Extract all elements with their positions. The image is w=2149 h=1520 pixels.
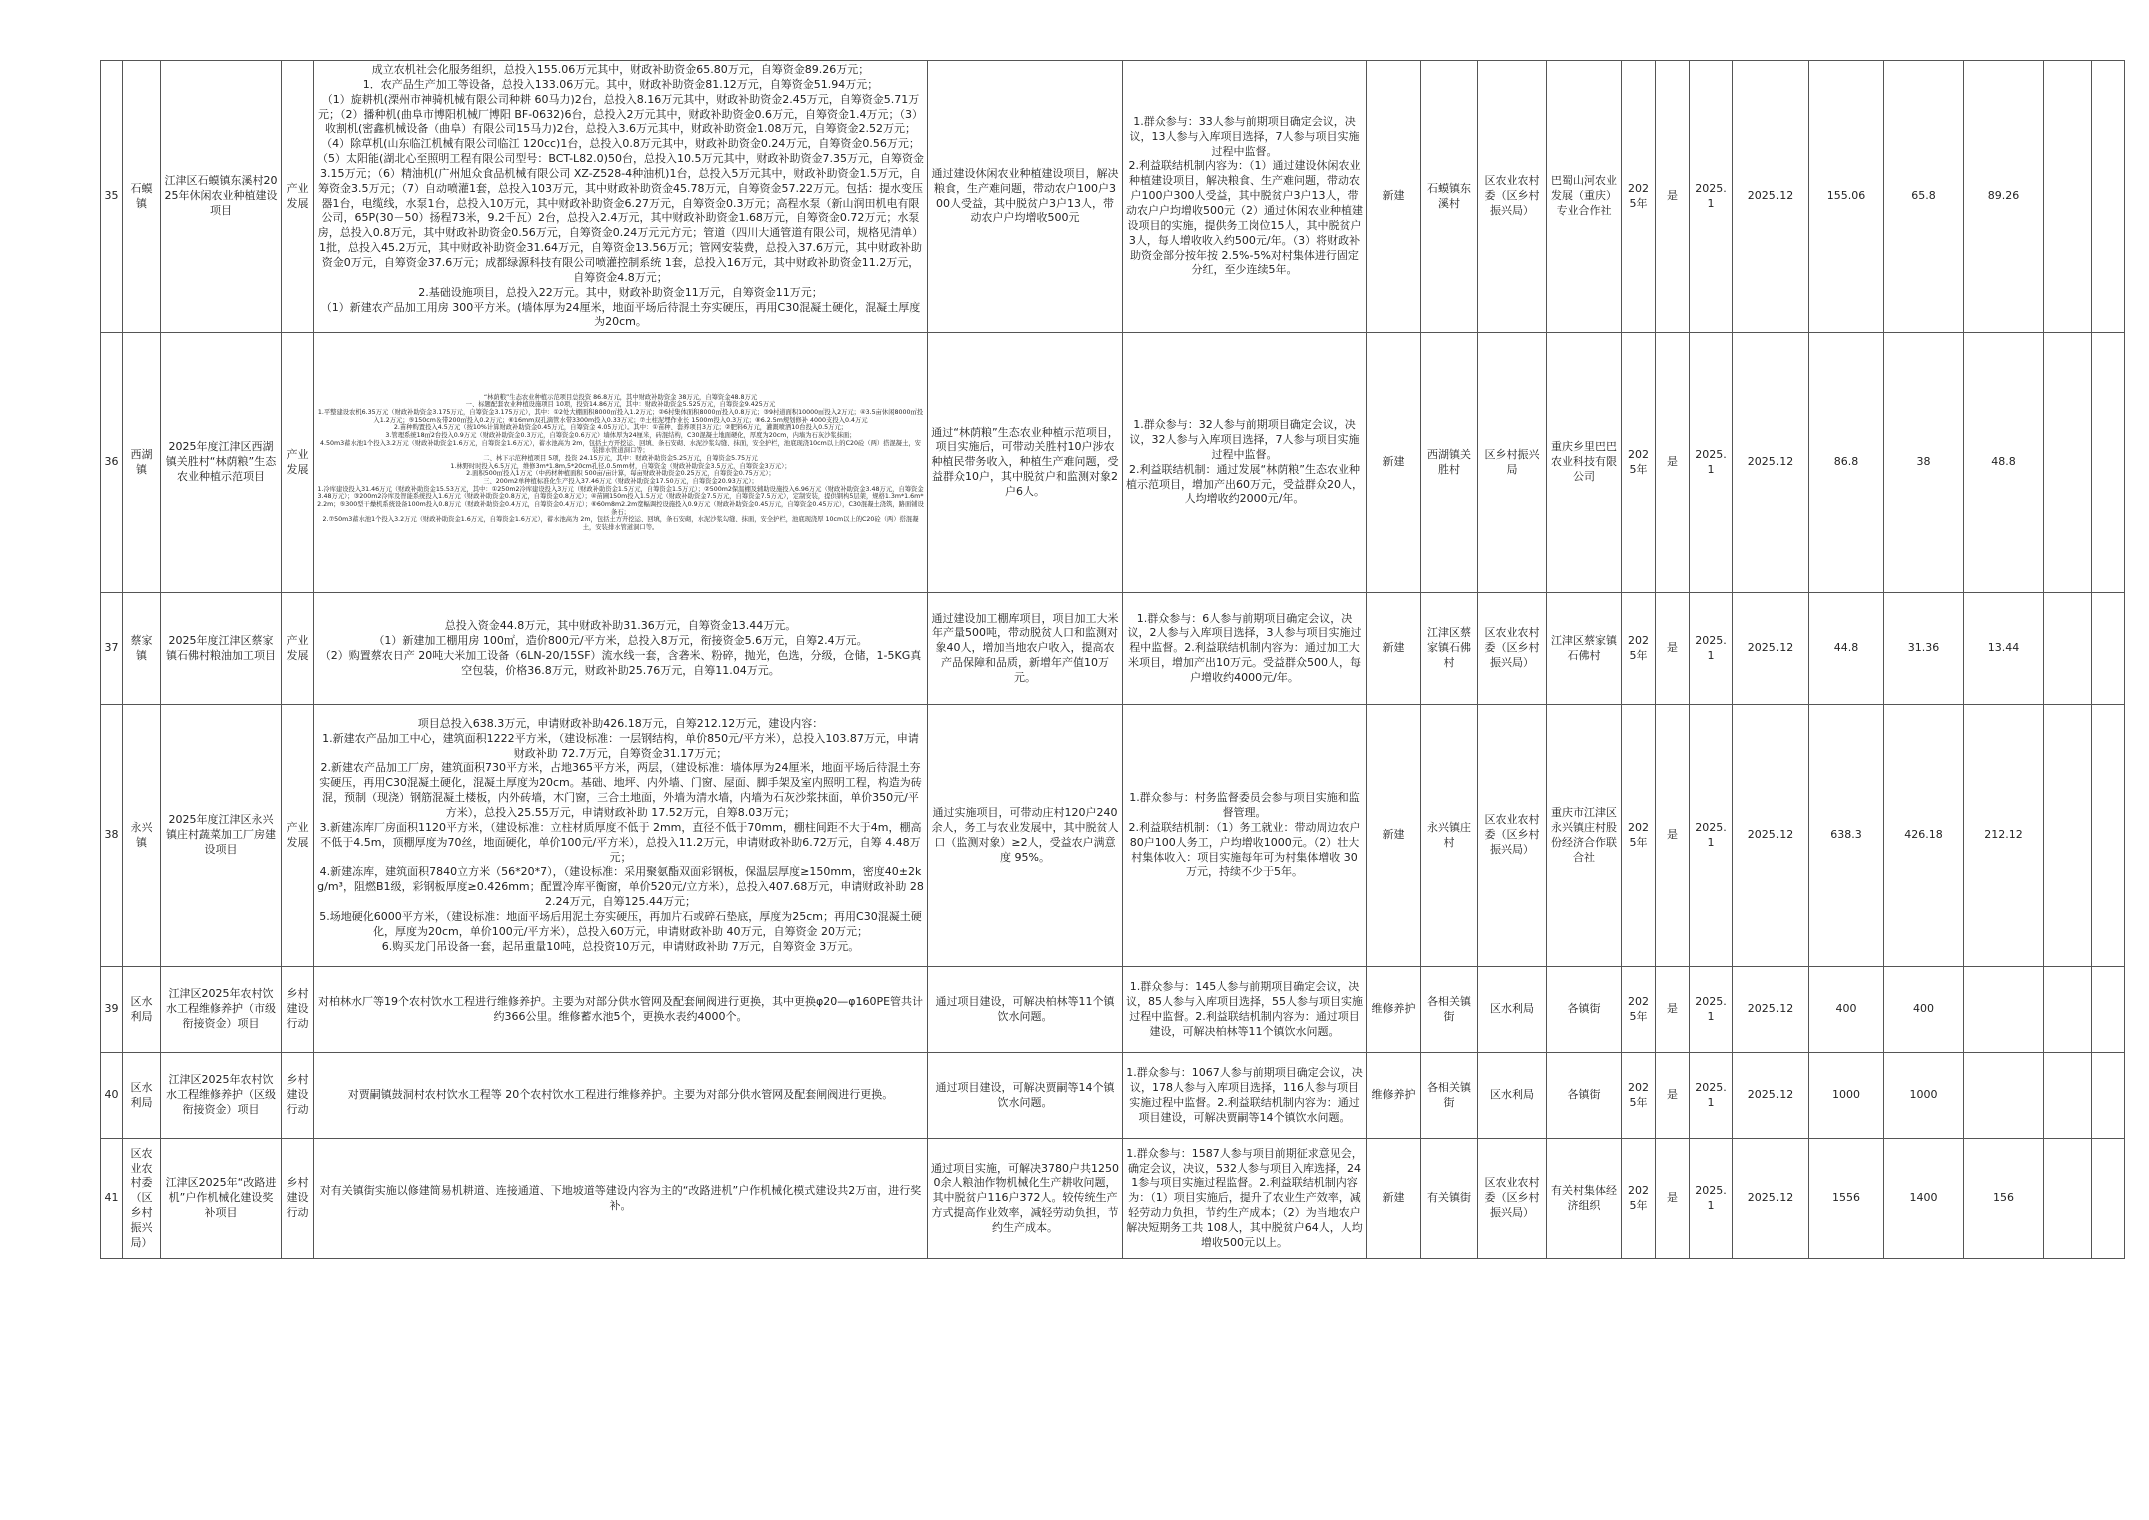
construction-content-cell: “林荫粮”生态农业种植示范项目总投资 86.8万元，其中财政补助资金 38万元，自筹资金48.8万元 一、标题配套农业种植设施项目 10项，投资14.86万元，其中：财政补助资金5.525万元，自筹资金9.425万元 1.平整建设农机6.35万元（财政补助资金3.175万元，自筹资金3.175万元），其中：①2处大棚面积8000㎡投入1.2万元；②6村集体面积8000㎡投入0.8万元；③9村道面积10000㎡投入2万元；④3.5亩休闲8000㎡投入1.2万元；⑤150cm＆带200㎡投入0.2万元；⑥16mm双孔滴管水带3300m投入0.33万元；⑦土柱泥埋作业长 1500m投入0.3万元；⑧6.2.5m规划修补 4000支投入0.4万元 2.苗种购置投入4.5万元（按10%计算财政补助资金0.45万元，自筹资金 4.05万元）。其中：①苗种、套养项目3万元；②肥料6万元，灌溉喷洒10台投入0.5万元； 3.管理系统18㎡2台投入0.9万元（财政补助资金0.3万元，自筹资金0.6万元）墙体厚为24厘米，砖混结构，C30混凝土地面硬化，厚度为20cm，内墙为石灰沙浆抹面； 4.50m3蓄水池1个投入3.2万元（财政补助资金1.6万元，自筹资金1.6万元），蓄水池高为 2m，包括土方开挖运、回填、条石安砌、水泥沙浆勾缝、抹面，安全护栏，池底现浇10cm以上的C20砼（两）搭混凝土，安装排水管道洞口等； 二、林下示范种植项目 5项，投资 24.15万元，其中：财政补助资金5.25万元，自筹资金5.75万元 1.林野时时投入6.5万元，维修3m*1.8m,5*20cm孔径,0.5mm材，自筹资金（财政补助资金3.5万元，自筹资金3万元）； 2.面积500㎡投入1万元（中药材种植面积 500亩/亩计算，每亩财政补助资金0.25万元，自筹资金0.75万元）； 三、200m2单种植标准化生产投入37.46万元（财政补助资金17.50万元，自筹资金20.93万元）； 1.冷库建设投入31.46万元（财政补助资金15.53万元，其中：①250m2冷库建设投入3万元（财政补助资金1.5万元，自筹资金1.5万元）；②500m2保温棚及辅助设施投入6.96万元（财政补助资金3.48万元，自筹资金3.48万元）；③200m2冷库及智能系统投入1.6万元（财政补助资金0.8万元，自筹资金0.8万元）；④苗圃150m投入1.5万元（财政补助资金7.5万元，自筹资金7.5万元），定制安装，提供钢构5层架，规格1.3m*1.6m*2.2m；⑤300型干燥机系统设备100m投入0.8万元（财政补助资金0.4万元，自筹资金0.4万元）；⑥60m8m2.2m宽幅调控设施投入0.9万元（财政补助资金0.45万元，自筹资金0.45万元），C30混凝土浇筑，路面铺设条石； 2.⑦50m3蓄水池1个投入3.2万元（财政补助资金1.6万元，自筹资金1.6万元），蓄水池高为 2m，包括土方开挖运、回填，条石安砌，水泥沙浆勾缝、抹面，安全护栏，池底现浇厚 10cm以上的C20砼（两）搭混凝土，安装排水管道洞口等。 bbox=[314, 333, 928, 593]
category-cell: 产业发展 bbox=[282, 705, 314, 967]
implementing-unit-cell: 重庆乡里巴巴农业科技有限公司 bbox=[1547, 333, 1622, 593]
year-cell: 2025年 bbox=[1622, 1139, 1656, 1259]
project-name-cell: 2025年度江津区永兴镇庄村蔬菜加工厂房建设项目 bbox=[161, 705, 282, 967]
in-library-cell: 是 bbox=[1656, 1053, 1690, 1139]
start-time-cell: 2025.1 bbox=[1690, 1139, 1733, 1259]
department-cell: 蔡家镇 bbox=[123, 593, 161, 705]
year-cell: 2025年 bbox=[1622, 593, 1656, 705]
table-row bbox=[101, 1053, 2125, 1139]
department-cell: 石蟆镇 bbox=[123, 61, 161, 333]
construction-content-cell: 对贾嗣镇鼓洞村农村饮水工程等 20个农村饮水工程进行维修养护。主要为对部分供水管网及配套闸阀进行更换。 bbox=[314, 1053, 928, 1139]
category-cell: 乡村建设行动 bbox=[282, 1139, 314, 1259]
empty-cell bbox=[2044, 333, 2092, 593]
construction-content-cell: 对有关镇街实施以修建简易机耕道、连接通道、下地坡道等建设内容为主的“改路进机”户作机械化模式建设共2万亩，进行奖补。 bbox=[314, 1139, 928, 1259]
location-cell: 江津区蔡家镇石佛村 bbox=[1421, 593, 1478, 705]
fiscal-funds-cell: 65.8 bbox=[1884, 61, 1964, 333]
location-cell: 西湖镇关胜村 bbox=[1421, 333, 1478, 593]
benefit-cell: 通过建设加工棚库项目，项目加工大米年产量500吨，带动脱贫人口和监测对象40人，增加当地农户收入，提高农产品保障和品质，新增年产值10万元。 bbox=[928, 593, 1123, 705]
implementing-unit-cell: 各镇街 bbox=[1547, 967, 1622, 1053]
location-cell: 各相关镇街 bbox=[1421, 967, 1478, 1053]
end-time-cell: 2025.12 bbox=[1733, 593, 1809, 705]
year-cell: 2025年 bbox=[1622, 967, 1656, 1053]
empty-cell bbox=[2092, 705, 2125, 967]
row-number-cell: 39 bbox=[101, 967, 123, 1053]
project-name-cell: 江津区2025年农村饮水工程维修养护（区级衔接资金）项目 bbox=[161, 1053, 282, 1139]
location-cell: 各相关镇街 bbox=[1421, 1053, 1478, 1139]
owner-unit-cell: 区水利局 bbox=[1478, 967, 1547, 1053]
self-funds-cell bbox=[1964, 1053, 2044, 1139]
start-time-cell: 2025.1 bbox=[1690, 593, 1733, 705]
self-funds-cell: 48.8 bbox=[1964, 333, 2044, 593]
empty-cell bbox=[2044, 705, 2092, 967]
implementing-unit-cell: 巴蜀山河农业发展（重庆）专业合作社 bbox=[1547, 61, 1622, 333]
year-cell: 2025年 bbox=[1622, 705, 1656, 967]
construction-content-cell: 项目总投入638.3万元，申请财政补助426.18万元，自筹212.12万元，建设内容： 1.新建农产品加工中心，建筑面积1222平方米，（建设标准：一层钢结构，单价850元/平方米），总投入103.87万元，申请财政补助 72.7万元，自筹资金31.17万元； 2.新建农产品加工厂房，建筑面积730平方米，占地365平方米，两层，（建设标准：墙体厚为24厘米，地面平场后待混土夯实硬压，再用C30混凝土硬化，混凝土厚度为20cm。基础、地坪、内外墙、门窗、屋面、脚手架及室内照明工程，构造为砖混，预制（现浇）钢筋混凝土楼板，内外砖墙，木门窗，三合土地面，外墙为清水墙，内墙为石灰沙浆抹面，单价350元/平方米），总投入25.55万元，申请财政补助 17.52万元，自筹8.03万元； 3.新建冻库厂房面积1120平方米，（建设标准：立柱材质厚度不低于 2mm，直径不低于70mm，棚柱间距不大于4m，棚高不低于4.5m，顶棚厚度为70丝，地面硬化，单价100元/平方米），总投入11.2万元，申请财政补助6.72万元，自筹 4.48万元； 4.新建冻库，建筑面积7840立方米（56*20*7），（建设标准：采用聚氨酯双面彩钢板，保温层厚度≥150mm，密度40±2kg/m³，阻燃B1级，彩钢板厚度≥0.426mm；配置冷库平衡窗，单价520元/立方米），总投入407.68万元，申请财政补助 282.24万元，自筹125.44万元； 5.场地硬化6000平方米，（建设标准：地面平场后用泥土夯实硬压，再加片石或碎石垫底，厚度为25cm；再用C30混凝土硬化，厚度为20cm，单价100元/平方米），总投入60万元，申请财政补助 40万元，自筹资金 20万元； 6.购买龙门吊设备一套，起吊重量10吨，总投资10万元，申请财政补助 7万元，自筹资金 3万元。 bbox=[314, 705, 928, 967]
table-row bbox=[101, 333, 2125, 593]
end-time-cell: 2025.12 bbox=[1733, 1053, 1809, 1139]
end-time-cell: 2025.12 bbox=[1733, 61, 1809, 333]
fiscal-funds-cell: 38 bbox=[1884, 333, 1964, 593]
fiscal-funds-cell: 400 bbox=[1884, 967, 1964, 1053]
construction-type-cell: 维修养护 bbox=[1367, 967, 1421, 1053]
owner-unit-cell: 区农业农村委（区乡村振兴局） bbox=[1478, 705, 1547, 967]
category-cell: 产业发展 bbox=[282, 593, 314, 705]
category-cell: 乡村建设行动 bbox=[282, 1053, 314, 1139]
project-name-cell: 江津区石蟆镇东溪村2025年休闲农业种植建设项目 bbox=[161, 61, 282, 333]
start-time-cell: 2025.1 bbox=[1690, 967, 1733, 1053]
implementing-unit-cell: 重庆市江津区永兴镇庄村股份经济合作联合社 bbox=[1547, 705, 1622, 967]
total-investment-cell: 44.8 bbox=[1809, 593, 1884, 705]
implementing-unit-cell: 有关村集体经济组织 bbox=[1547, 1139, 1622, 1259]
total-investment-cell: 1000 bbox=[1809, 1053, 1884, 1139]
table-row bbox=[101, 705, 2125, 967]
in-library-cell: 是 bbox=[1656, 333, 1690, 593]
end-time-cell: 2025.12 bbox=[1733, 1139, 1809, 1259]
participation-cell: 1.群众参与：145人参与前期项目确定会议，决议，85人参与入库项目选择，55人参与项目实施过程中监督。2.利益联结机制内容为：通过项目建设，可解决柏林等11个镇饮水问题。 bbox=[1123, 967, 1367, 1053]
row-number-cell: 40 bbox=[101, 1053, 123, 1139]
empty-cell bbox=[2092, 1139, 2125, 1259]
table-row bbox=[101, 967, 2125, 1053]
department-cell: 区水利局 bbox=[123, 967, 161, 1053]
project-name-cell: 江津区2025年“改路进机”户作机械化建设奖补项目 bbox=[161, 1139, 282, 1259]
total-investment-cell: 86.8 bbox=[1809, 333, 1884, 593]
department-cell: 西湖镇 bbox=[123, 333, 161, 593]
construction-type-cell: 新建 bbox=[1367, 333, 1421, 593]
construction-content-cell: 对柏林水厂等19个农村饮水工程进行维修养护。主要为对部分供水管网及配套闸阀进行更换，其中更换φ20—φ160PE管共计约366公里。维修蓄水池5个，更换水表约4000个。 bbox=[314, 967, 928, 1053]
fiscal-funds-cell: 1400 bbox=[1884, 1139, 1964, 1259]
row-number-cell: 38 bbox=[101, 705, 123, 967]
category-cell: 乡村建设行动 bbox=[282, 967, 314, 1053]
benefit-cell: 通过“林荫粮”生态农业种植示范项目，项目实施后，可带动关胜村10户涉农种植民带务收入，种植生产难问题，受益群众10户，其中脱贫户和监测对象2户6人。 bbox=[928, 333, 1123, 593]
owner-unit-cell: 区乡村振兴局 bbox=[1478, 333, 1547, 593]
owner-unit-cell: 区农业农村委（区乡村振兴局） bbox=[1478, 1139, 1547, 1259]
participation-cell: 1.群众参与：33人参与前期项目确定会议，决议，13人参与入库项目选择，7人参与项目实施过程中监督。 2.利益联结机制内容为：（1）通过建设休闲农业种植建设项目，解决粮食、生产难问题，带动农户100户300人受益，其中脱贫户3户13人，带动农户户均增收500元（2）通过休闲农业种植建设项目的实施，提供务工岗位15人，其中脱贫户3人，每人增收收入约500元/年。（3）将财政补助资金部分按年按 2.5%-5%对村集体进行固定分红，至少连续5年。 bbox=[1123, 61, 1367, 333]
row-number-cell: 41 bbox=[101, 1139, 123, 1259]
in-library-cell: 是 bbox=[1656, 61, 1690, 333]
year-cell: 2025年 bbox=[1622, 1053, 1656, 1139]
end-time-cell: 2025.12 bbox=[1733, 705, 1809, 967]
owner-unit-cell: 区农业农村委（区乡村振兴局） bbox=[1478, 593, 1547, 705]
total-investment-cell: 400 bbox=[1809, 967, 1884, 1053]
empty-cell bbox=[2092, 333, 2125, 593]
project-name-cell: 2025年度江津区西湖镇关胜村“林荫粮”生态农业种植示范项目 bbox=[161, 333, 282, 593]
empty-cell bbox=[2044, 593, 2092, 705]
in-library-cell: 是 bbox=[1656, 593, 1690, 705]
row-number-cell: 37 bbox=[101, 593, 123, 705]
construction-type-cell: 维修养护 bbox=[1367, 1053, 1421, 1139]
total-investment-cell: 155.06 bbox=[1809, 61, 1884, 333]
construction-content-cell: 总投入资金44.8万元，其中财政补助31.36万元，自筹资金13.44万元。 （1）新建加工棚用房 100㎡，造价800元/平方米，总投入8万元，衔接资金5.6万元，自筹2.4万元。 （2）购置蔡农日产 20吨大米加工设备（6LN-20/15SF）流水线一套，含砻米、粉碎，抛光，色选，分级，仓储，1-5KG真空包装，价格36.8万元，财政补助25.76万元，自筹11.04万元。 bbox=[314, 593, 928, 705]
start-time-cell: 2025.1 bbox=[1690, 333, 1733, 593]
implementing-unit-cell: 江津区蔡家镇石佛村 bbox=[1547, 593, 1622, 705]
department-cell: 永兴镇 bbox=[123, 705, 161, 967]
fiscal-funds-cell: 31.36 bbox=[1884, 593, 1964, 705]
project-table bbox=[100, 60, 2125, 1259]
table-row bbox=[101, 1139, 2125, 1259]
year-cell: 2025年 bbox=[1622, 61, 1656, 333]
participation-cell: 1.群众参与：1587人参与项目前期征求意见会，确定会议，决议，532人参与项目入库选择，241参与项目实施过程监督。2.利益联结机制内容为：（1）项目实施后，提升了农业生产效率，减轻劳动力负担，节约生产成本；（2）为当地农户解决短期务工共 108人，其中脱贫户64人，人均增收500元以上。 bbox=[1123, 1139, 1367, 1259]
empty-cell bbox=[2092, 593, 2125, 705]
department-cell: 区水利局 bbox=[123, 1053, 161, 1139]
construction-type-cell: 新建 bbox=[1367, 1139, 1421, 1259]
self-funds-cell: 212.12 bbox=[1964, 705, 2044, 967]
participation-cell: 1.群众参与：1067人参与前期项目确定会议，决议，178人参与入库项目选择，116人参与项目实施过程中监督。2.利益联结机制内容为：通过项目建设，可解决贾嗣等14个镇饮水问题。 bbox=[1123, 1053, 1367, 1139]
row-number-cell: 36 bbox=[101, 333, 123, 593]
self-funds-cell: 156 bbox=[1964, 1139, 2044, 1259]
fiscal-funds-cell: 1000 bbox=[1884, 1053, 1964, 1139]
project-name-cell: 2025年度江津区蔡家镇石佛村粮油加工项目 bbox=[161, 593, 282, 705]
participation-cell: 1.群众参与：村务监督委员会参与项目实施和监督管理。 2.利益联结机制：（1）务工就业：带动周边农户80户100人务工，户均增收1000元。（2）壮大村集体收入：项目实施每年可为村集体增收 30万元，持续不少于5年。 bbox=[1123, 705, 1367, 967]
owner-unit-cell: 区农业农村委（区乡村振兴局） bbox=[1478, 61, 1547, 333]
location-cell: 有关镇街 bbox=[1421, 1139, 1478, 1259]
empty-cell bbox=[2092, 61, 2125, 333]
benefit-cell: 通过项目建设，可解决柏林等11个镇饮水问题。 bbox=[928, 967, 1123, 1053]
in-library-cell: 是 bbox=[1656, 705, 1690, 967]
owner-unit-cell: 区水利局 bbox=[1478, 1053, 1547, 1139]
table-row bbox=[101, 61, 2125, 333]
empty-cell bbox=[2044, 1053, 2092, 1139]
benefit-cell: 通过建设休闲农业种植建设项目，解决粮食，生产难问题，带动农户100户300人受益，其中脱贫户3户13人，带动农户户均增收500元 bbox=[928, 61, 1123, 333]
construction-type-cell: 新建 bbox=[1367, 705, 1421, 967]
construction-type-cell: 新建 bbox=[1367, 593, 1421, 705]
category-cell: 产业发展 bbox=[282, 61, 314, 333]
table-row bbox=[101, 593, 2125, 705]
end-time-cell: 2025.12 bbox=[1733, 967, 1809, 1053]
total-investment-cell: 638.3 bbox=[1809, 705, 1884, 967]
implementing-unit-cell: 各镇街 bbox=[1547, 1053, 1622, 1139]
benefit-cell: 通过项目建设，可解决贾嗣等14个镇饮水问题。 bbox=[928, 1053, 1123, 1139]
benefit-cell: 通过项目实施，可解决3780户共12500余人粮油作物机械化生产耕收问题，其中脱贫户116户372人。较传统生产方式提高作业效率，减轻劳动负担，节约生产成本。 bbox=[928, 1139, 1123, 1259]
total-investment-cell: 1556 bbox=[1809, 1139, 1884, 1259]
self-funds-cell: 89.26 bbox=[1964, 61, 2044, 333]
start-time-cell: 2025.1 bbox=[1690, 705, 1733, 967]
empty-cell bbox=[2044, 61, 2092, 333]
location-cell: 石蟆镇东溪村 bbox=[1421, 61, 1478, 333]
empty-cell bbox=[2092, 1053, 2125, 1139]
row-number-cell: 35 bbox=[101, 61, 123, 333]
benefit-cell: 通过实施项目，可带动庄村120户240余人，务工与农业发展中，其中脱贫人口（监测对象）≥2人，受益农户满意度 95%。 bbox=[928, 705, 1123, 967]
location-cell: 永兴镇庄村 bbox=[1421, 705, 1478, 967]
in-library-cell: 是 bbox=[1656, 967, 1690, 1053]
construction-content-cell: 成立农机社会化服务组织，总投入155.06万元其中，财政补助资金65.80万元，自筹资金89.26万元； 1．农产品生产加工等设备，总投入133.06万元。其中，财政补助资金81.12万元，自筹资金51.94万元； （1）旋耕机(溧州市神骑机械有限公司种耕 60马力)2台，总投入8.16万元其中，财政补助资金2.45万元，自筹资金5.71万元；（2）播种机(曲阜市博阳机械厂博阳 BF-0632)6台，总投入2万元其中，财政补助资金0.6万元，自筹资金1.4万元；（3）收割机(密鑫机械设备（曲阜）有限公司15马力)2台，总投入3.6万元其中，财政补助资金1.08万元，自筹资金2.52万元；（4）除草机(山东临江机械有限公司临江 120cc)1台，总投入0.8万元其中，财政补助资金0.24万元，自筹资金0.56万元；（5）太阳能(湖北心至照明工程有限公司型号：BCT-L82.0)50台，总投入10.5万元其中，财政补助资金7.35万元，自筹资金3.15万元；（6）精油机(广州旭众食品机械有限公司 XZ-Z528-4种油机)1台，总投入5万元其中，财政补助资金1.5万元，自筹资金3.5万元；（7）自动喷灌1套，总投入103万元，其中财政补助资金45.78万元，自筹资金57.22万元。包括：提水变压器1台，电缆线，水泵1台，总投入10万元，其中财政补助资金6.27万元，自筹资金0.3万元；高程水泵（新山润田机电有限公司，65P(30－50）扬程73米，9.2千瓦）2台，总投入2.4万元，其中财政补助资金1.68万元，自筹资金0.72万元；水泵房，总投入0.8万元，其中财政补助资金0.56万元，自筹资金0.24万元元方元；管道（四川大通管道有限公司，规格见清单）1批，总投入45.2万元，其中财政补助资金31.64万元，自筹资金13.56万元；管网安装费，总投入37.6万元，其中财政补助资金0万元，自筹资金37.6万元；成都绿源科技有限公司喷灌控制系统 1套，总投入16万元，其中财政补助资金11.2万元，自筹资金4.8万元； 2.基础设施项目，总投入22万元。其中，财政补助资金11万元，自筹资金11万元； （1）新建农产品加工用房 300平方米。(墙体厚为24厘米，地面平场后待混土夯实硬压，再用C30混凝土硬化，混凝土厚度为20cm。 bbox=[314, 61, 928, 333]
start-time-cell: 2025.1 bbox=[1690, 1053, 1733, 1139]
project-name-cell: 江津区2025年农村饮水工程维修养护（市级衔接资金）项目 bbox=[161, 967, 282, 1053]
empty-cell bbox=[2092, 967, 2125, 1053]
empty-cell bbox=[2044, 1139, 2092, 1259]
participation-cell: 1.群众参与：6人参与前期项目确定会议，决议，2人参与入库项目选择，3人参与项目实施过程中监督。2.利益联结机制内容为：通过加工大米项目，增加产出10万元。受益群众500人，每户增收约4000元/年。 bbox=[1123, 593, 1367, 705]
year-cell: 2025年 bbox=[1622, 333, 1656, 593]
self-funds-cell: 13.44 bbox=[1964, 593, 2044, 705]
self-funds-cell bbox=[1964, 967, 2044, 1053]
department-cell: 区农业农村委（区乡村振兴局） bbox=[123, 1139, 161, 1259]
start-time-cell: 2025.1 bbox=[1690, 61, 1733, 333]
in-library-cell: 是 bbox=[1656, 1139, 1690, 1259]
fiscal-funds-cell: 426.18 bbox=[1884, 705, 1964, 967]
end-time-cell: 2025.12 bbox=[1733, 333, 1809, 593]
participation-cell: 1.群众参与：32人参与前期项目确定会议，决议，32人参与入库项目选择，7人参与项目实施过程中监督。 2.利益联结机制：通过发展“林荫粮”生态农业种植示范项目，增加产出60万元，受益群众20人，人均增收约2000元/年。 bbox=[1123, 333, 1367, 593]
category-cell: 产业发展 bbox=[282, 333, 314, 593]
construction-type-cell: 新建 bbox=[1367, 61, 1421, 333]
empty-cell bbox=[2044, 967, 2092, 1053]
